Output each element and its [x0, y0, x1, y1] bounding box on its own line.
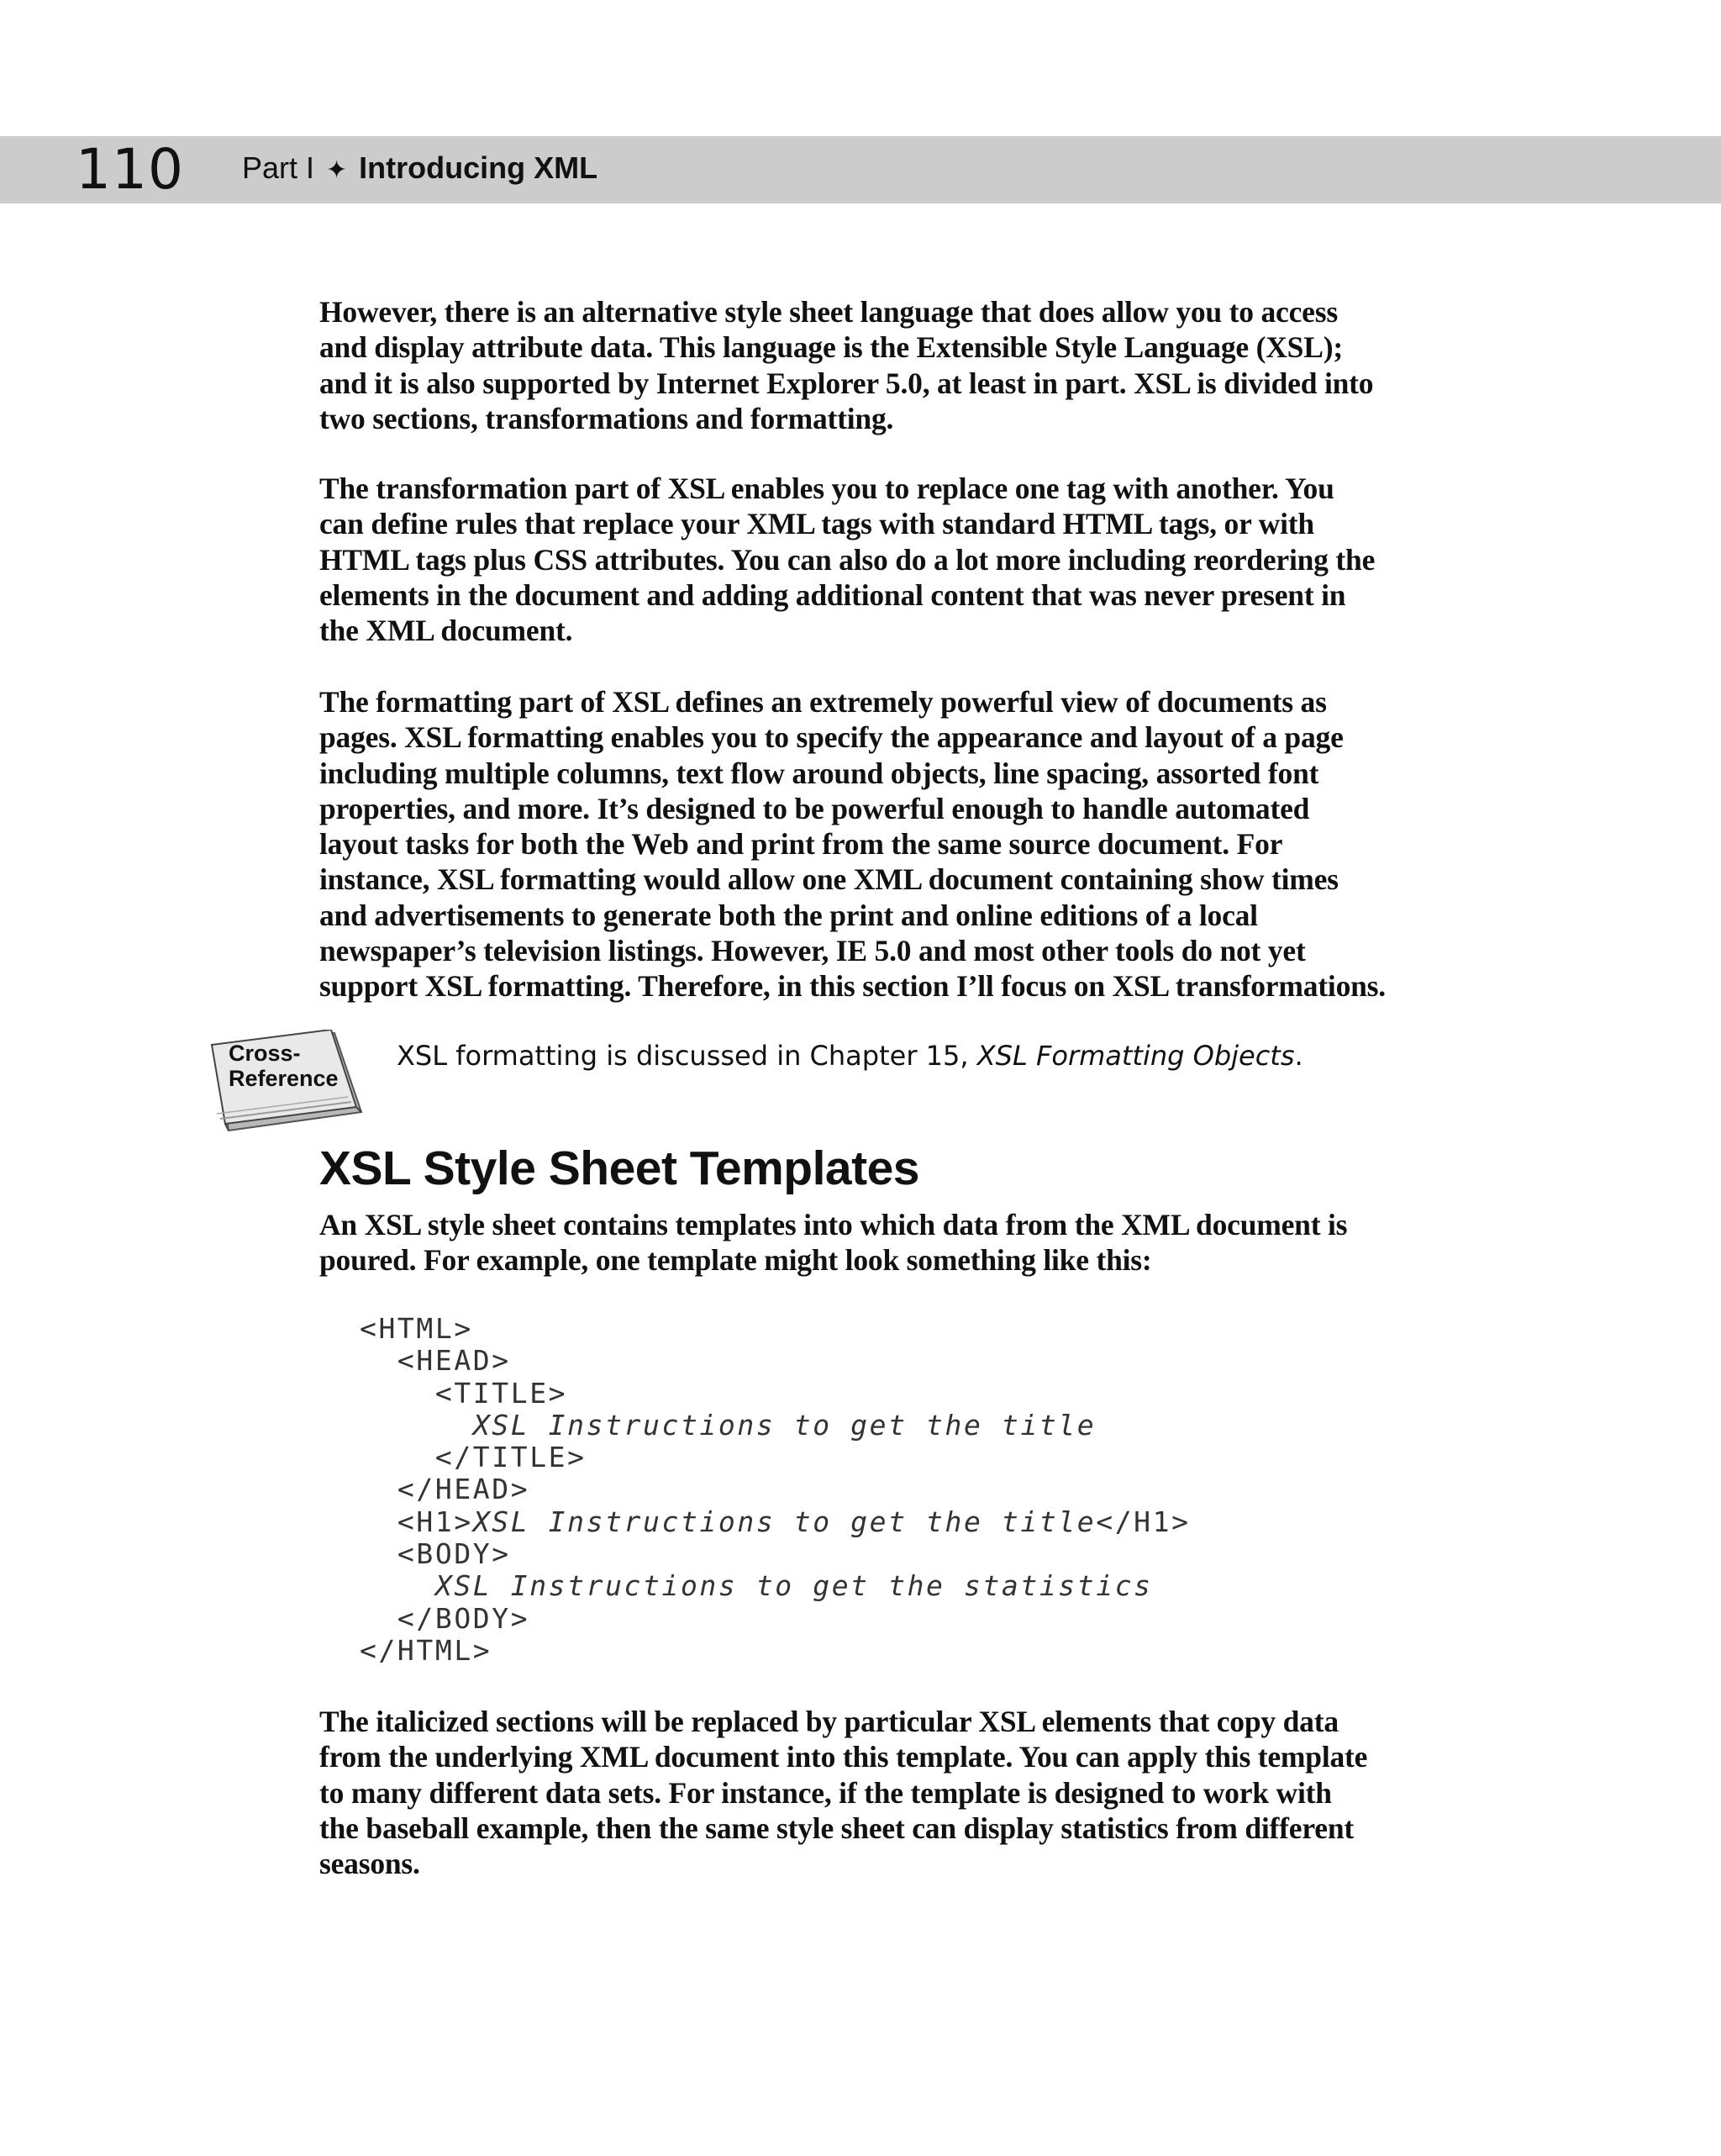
text-line: and advertisements to generate both the print and online editions of a local — [319, 898, 1258, 932]
text-line: to many different data sets. For instance, if the template is designed to work with — [319, 1775, 1332, 1810]
text-line: the XML document. — [319, 614, 573, 648]
text-line: However, there is an alternative style sheet language that does allow you to access — [319, 295, 1338, 329]
code-line: XSL Instructions to get the title — [472, 1408, 1097, 1442]
text-line: elements in the document and adding additional content that was never present in — [319, 577, 1346, 612]
text-line: newspaper’s television listings. However, IE 5.0 and most other tools do not yet — [319, 934, 1306, 968]
code-line: </BODY> — [360, 1601, 530, 1635]
cross-reference-label — [229, 1041, 339, 1091]
text-line: layout tasks for both the Web and print from the same source document. For — [319, 827, 1283, 862]
code-line: </HEAD> — [360, 1473, 530, 1506]
diamond-separator-icon: ✦ — [326, 156, 348, 184]
text-line: from the underlying XML document into this template. You can apply this template — [319, 1740, 1368, 1774]
text-line: the baseball example, then the same style sheet can display statistics from different — [319, 1811, 1354, 1845]
part-label: Part I — [242, 150, 315, 185]
code-line: <H1>XSL Instructions to get the title</H1> — [360, 1505, 1191, 1538]
text-line: support XSL formatting. Therefore, in this section I’ll focus on XSL transformations. — [319, 969, 1386, 1004]
text-line: and it is also supported by Internet Explorer 5.0, at least in part. XSL is divided into — [319, 366, 1374, 400]
text-line: properties, and more. It’s designed to be powerful enough to handle automated — [319, 791, 1310, 825]
cross-reference-period: . — [1294, 1040, 1303, 1072]
paragraph-2 — [319, 471, 1496, 648]
text-line: seasons. — [319, 1847, 420, 1881]
cross-reference-text — [397, 1039, 1303, 1073]
text-line: pages. XSL formatting enables you to specify the appearance and layout of a page — [319, 720, 1344, 755]
page-number: 110 — [76, 137, 184, 202]
text-line: two sections, transformations and formatting. — [319, 401, 894, 435]
text-line: The italicized sections will be replaced by particular XSL elements that copy data — [319, 1705, 1339, 1738]
code-line: </TITLE> — [360, 1441, 587, 1474]
closing-paragraph — [319, 1704, 1496, 1881]
code-line: <BODY> — [360, 1537, 511, 1571]
running-head — [242, 145, 597, 194]
paragraph-1 — [319, 294, 1496, 436]
text-line: instance, XSL formatting would allow one XML document containing show times — [319, 862, 1339, 897]
code-listing — [360, 1313, 1191, 1667]
cross-reference-label-line: Cross- — [229, 1041, 301, 1066]
text-line: including multiple columns, text flow around objects, line spacing, assorted font — [319, 756, 1319, 790]
cross-reference-chapter-title: XSL Formatting Objects — [976, 1040, 1295, 1072]
chapter-title: Introducing XML — [359, 150, 598, 185]
code-line: XSL Instructions to get the statistics — [434, 1569, 1153, 1603]
section-intro — [319, 1207, 1496, 1278]
text-line: can define rules that replace your XML tags with standard HTML tags, or with — [319, 507, 1314, 541]
section-heading: XSL Style Sheet Templates — [319, 1141, 919, 1195]
text-line: The transformation part of XSL enables you to replace one tag with another. You — [319, 472, 1334, 505]
text-line: poured. For example, one template might look something like this: — [319, 1243, 1152, 1278]
text-line: HTML tags plus CSS attributes. You can also do a lot more including reordering the — [319, 542, 1376, 577]
cross-reference-body: XSL formatting is discussed in Chapter 15, — [397, 1040, 977, 1072]
code-line: </HTML> — [360, 1633, 492, 1667]
text-line: and display attribute data. This language is the Extensible Style Language (XSL); — [319, 330, 1343, 365]
code-line: <HEAD> — [360, 1344, 511, 1378]
code-line: <HTML> — [360, 1312, 473, 1345]
text-line: An XSL style sheet contains templates into which data from the XML document is — [319, 1208, 1348, 1241]
paragraph-3 — [319, 684, 1496, 1004]
cross-reference-label-line: Reference — [229, 1066, 339, 1091]
code-line: <TITLE> — [360, 1376, 568, 1410]
text-line: The formatting part of XSL defines an extremely powerful view of documents as — [319, 685, 1327, 719]
